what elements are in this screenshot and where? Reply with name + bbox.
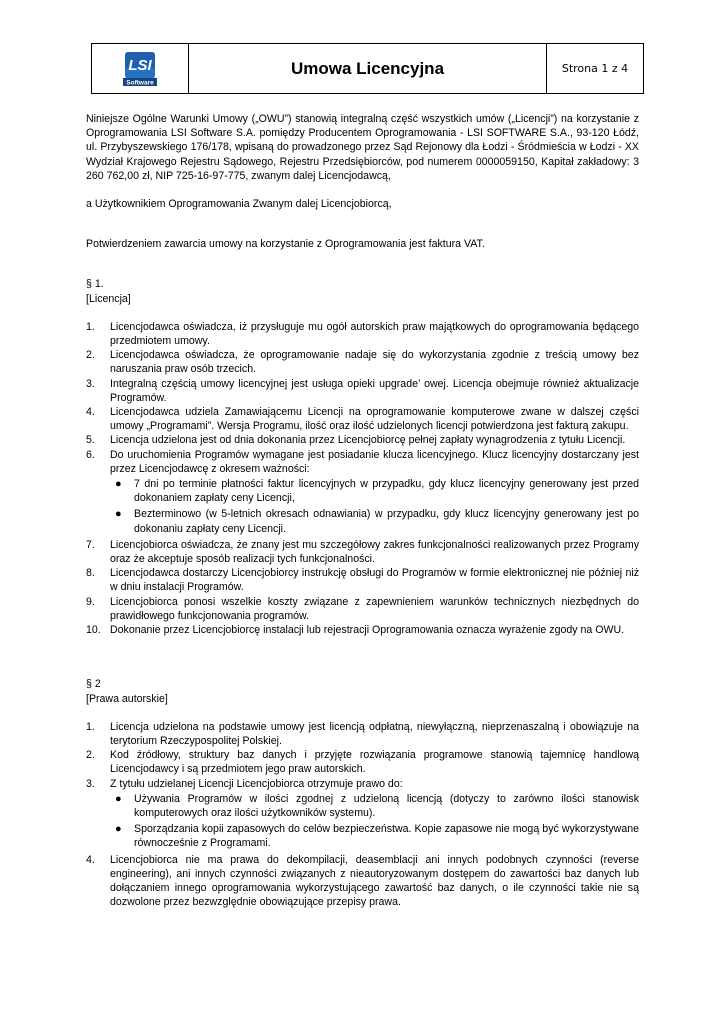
license-key-validity-list: [110, 477, 639, 536]
bullet-item: ● Sporządzania kopii zapasowych do celów bezpieczeństwa. Kopie zapasowe nie mogą być wykorzystywane równocześnie z Programami.: [115, 823, 639, 850]
logo-cell: [92, 44, 189, 93]
list-item: 5. Licencja udzielona jest od dnia dokonania przez Licencjobiorcę pełnej zapłaty wynagrodzenia z tytułu Licencji.: [86, 434, 626, 447]
section-2-heading: § 2: [86, 678, 101, 691]
list-item: 2. Kod źródłowy, struktury baz danych i przyjęte rozwiązania programowe stanowią tajemnicę handlową Licencjodawcy i są przedmiotem jego praw autorskich.: [86, 749, 639, 776]
list-item: 4. Licencjodawca udziela Zamawiającemu Licencji na oprogramowanie komputerowe zwane w dalszej części umowy „Programami”. Wersja Programu, ilość oraz ilość udzielonych licencji potwierdzona jest fakturą zakupu.: [86, 406, 639, 433]
bullet-item: ● Używania Programów w ilości zgodnej z udzieloną licencją (dotyczy to zarówno ilości stanowisk komputerowych oraz ilości użytkowników systemu).: [115, 792, 639, 819]
list-item: 1. Licencja udzielona na podstawie umowy jest licencją odpłatną, niewyłączną, nieprzenaszalną i obowiązuje na terytorium Rzeczypospolitej Polskiej.: [86, 720, 639, 747]
list-item: 3. Integralną częścią umowy licencyjnej jest usługa opieki upgrade’ owej. Licencja obejmuje również aktualizacje Programów.: [86, 377, 639, 404]
page-indicator: Strona 1 z 4: [561, 62, 629, 75]
granted-rights-list: [110, 792, 639, 851]
list-item: 7. Licencjobiorca oświadcza, że znany jest mu szczegółowy zakres funkcjonalności realizowanych przez Programy oraz że akceptuje sposób realizacji tych funkcjonalności.: [86, 538, 639, 566]
list-item: 10. Dokonanie przez Licencjobiorcę instalacji lub rejestracji Oprogramowania oznacza wyrażenie zgody na OWU.: [86, 624, 625, 637]
section-1-list: [86, 320, 639, 637]
intro-paragraph: Niniejsze Ogólne Warunki Umowy („OWU”) stanowią integralną część wszystkich umów („Licencji”) na korzystanie z Oprogramowania LSI Software S.A. pomiędzy Producentem Oprogramowania - LSI SOFTWARE S.A., 93-120 Łódź, ul. Przybyszewskiego 176/178, wpisaną do prowadzonego przez Sąd Rejonowy dla Łodzi - Śródmieścia w Łodzi - XX Wydział Krajowego Rejestru Sądowego, Rejestru Przedsiębiorców, pod numerem 0000059150, Kapitał zakładowy: 3 260 762,00 zł, NIP 725-16-97-775, zwanym dalej Licencjodawcą,: [86, 113, 639, 182]
logo-subtext: Software: [126, 79, 154, 86]
list-item: 3. Z tytułu udzielanej Licencji Licencjobiorca otrzymuje prawo do: ● Używania Programów w ilości zgodnej z udzieloną licencją (dotyczy to zarówno ilości stanowisk komputerowych oraz ilości użytkowników systemu). ● Sporządzania kopii zapasowych do celów bezpieczeństwa. Kopie zapasowe nie mogą być wykorzystywane równocześnie z Programami.: [86, 777, 639, 850]
list-item: 1. Licencjodawca oświadcza, iż przysługuje mu ogół autorskich praw majątkowych do oprogramowania będącego przedmiotem umowy.: [86, 320, 639, 348]
bullet-item: ● Bezterminowo (w 5-letnich okresach odnawiania) w przypadku, gdy klucz licencyjny generowany jest po dokonaniu zapłaty ceny Licencji.: [115, 508, 639, 535]
section-1-title: [Licencja]: [86, 292, 131, 305]
section-1-heading: § 1.: [86, 278, 104, 291]
lsi-software-logo: [121, 51, 159, 87]
list-item: 6. Do uruchomienia Programów wymagane jest posiadanie klucza licencyjnego. Klucz licencyjny dostarczany jest przez Licencjodawcę z okresem ważności: ● 7 dni po terminie płatności faktur licencyjnych w przypadku, gdy klucz licencyjny generowany jest przed dokonaniem zapłaty ceny Licencji, ● Bezterminowo (w 5-letnich okresach odnawiania) w przypadku, gdy klucz licencyjny generowany jest po dokonaniu zapłaty ceny Licencji.: [86, 448, 639, 535]
bullet-item: ● 7 dni po terminie płatności faktur licencyjnych w przypadku, gdy klucz licencyjny generowany jest przed dokonaniem zapłaty ceny Licencji,: [115, 478, 639, 505]
document-title: Umowa Licencyjna: [189, 44, 547, 93]
section-2-title: [Prawa autorskie]: [86, 692, 168, 705]
document-body: [86, 112, 639, 909]
logo-text: LSI: [128, 56, 152, 74]
licensee-paragraph: a Użytkownikiem Oprogramowania Zwanym dalej Licencjobiorcą,: [86, 198, 392, 211]
list-item: 8. Licencjodawca dostarczy Licencjobiorcy instrukcję obsługi do Programów w formie elektronicznej nie później niż w dniu instalacji Programów.: [86, 567, 639, 594]
document-header: [91, 43, 644, 94]
list-item: 9. Licencjobiorca ponosi wszelkie koszty związane z zapewnieniem warunków technicznych niezbędnych do prawidłowego funkcjonowania programów.: [86, 595, 639, 622]
confirmation-paragraph: Potwierdzeniem zawarcia umowy na korzystanie z Oprogramowania jest faktura VAT.: [86, 238, 485, 251]
list-item: 4. Licencjobiorca nie ma prawa do dekompilacji, deasemblacji ani innych podobnych czynności (reverse engineering), ani innych czynności związanych z nieautoryzowanym dostępem do zawartości baz danych lub dołączaniem innego oprogramowania wykorzystującego zawartość baz danych, o ile czynności takie nie są dozwolone przez bezwzględnie obowiązujące przepisy prawa.: [86, 853, 639, 909]
section-2-list: [86, 720, 639, 910]
list-item: 2. Licencjodawca oświadcza, że oprogramowanie nadaje się do wykorzystania zgodnie z treścią umowy bez naruszania praw osób trzecich.: [86, 349, 639, 376]
